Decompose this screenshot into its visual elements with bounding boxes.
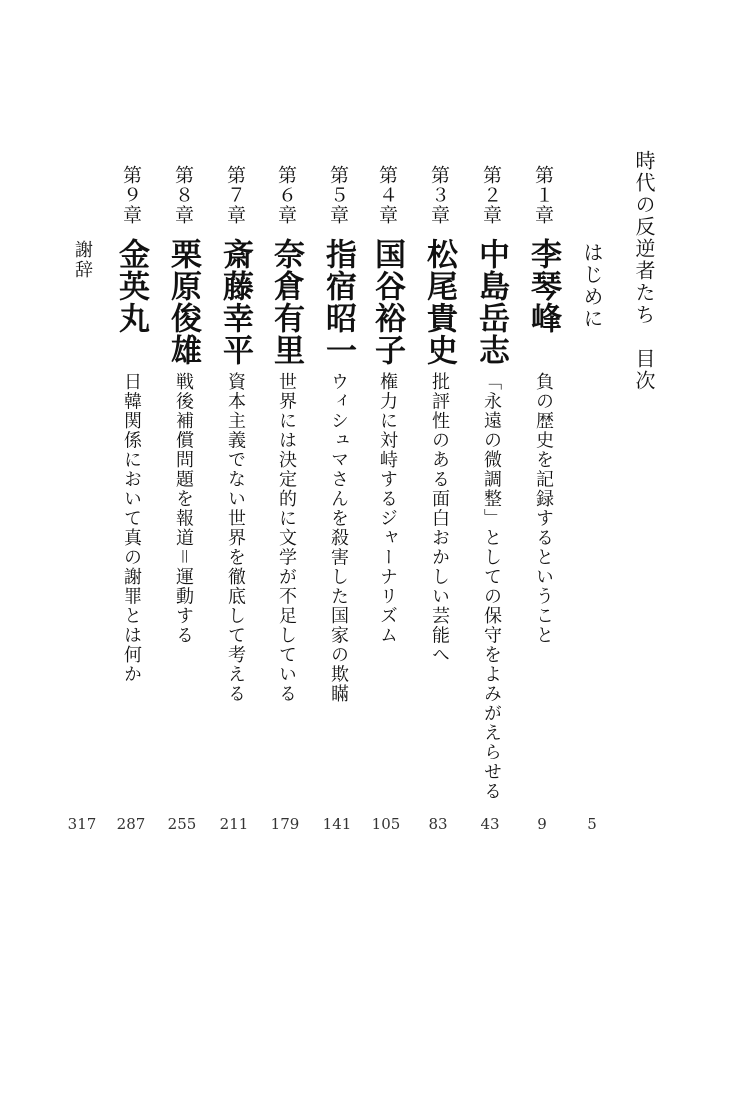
chapter-page: 141 [322,815,352,833]
chapter-subtitle: 戦後補償問題を報道＝運動する [173,372,194,645]
chapter-author: 斎藤幸平 [217,238,253,366]
chapter-author: 中島岳志 [473,238,509,366]
chapter-subtitle: ウィシュマさんを殺害した国家の欺瞞 [328,372,349,704]
chapter-author: 奈倉有里 [268,238,304,366]
chapter-page: 43 [480,815,500,833]
chapter-number: 第８章 [172,165,194,225]
chapter-number: 第６章 [275,165,297,225]
intro-label: はじめに [580,242,604,330]
chapter-subtitle: 批評性のある面白おかしい芸能へ [429,372,450,665]
acknowledgements-page: 317 [67,815,97,833]
chapter-number: 第７章 [224,165,246,225]
chapter-subtitle: 負の歴史を記録するということ [533,372,554,645]
chapter-author: 李琴峰 [525,238,561,334]
chapter-author: 指宿昭一 [320,238,356,366]
chapter-number: 第１章 [532,165,554,225]
chapter-subtitle: 「永遠の微調整」としての保守をよみがえらせる [481,372,502,801]
chapter-author: 金英丸 [113,238,149,334]
chapter-author: 栗原俊雄 [165,238,201,366]
chapter-page: 9 [537,815,547,833]
chapter-page: 83 [428,815,448,833]
book-title: 時代の反逆者たち 目次 [632,150,656,392]
chapter-number: 第９章 [120,165,142,225]
chapter-author: 国谷裕子 [369,238,405,366]
acknowledgements-label: 謝辞 [72,240,93,280]
chapter-page: 211 [219,815,249,833]
chapter-number: 第４章 [376,165,398,225]
chapter-page: 105 [371,815,401,833]
chapter-subtitle: 資本主義でない世界を徹底して考える [225,372,246,704]
chapter-author: 松尾貴史 [421,238,457,366]
intro-page: 5 [587,815,597,833]
chapter-subtitle: 世界には決定的に文学が不足している [276,372,297,704]
chapter-subtitle: 権力に対峙するジャーナリズム [377,372,398,645]
chapter-page: 255 [167,815,197,833]
chapter-number: 第３章 [428,165,450,225]
chapter-page: 179 [270,815,300,833]
chapter-number: 第５章 [327,165,349,225]
chapter-page: 287 [116,815,146,833]
chapter-subtitle: 日韓関係において真の謝罪とは何か [121,372,142,684]
chapter-number: 第２章 [480,165,502,225]
